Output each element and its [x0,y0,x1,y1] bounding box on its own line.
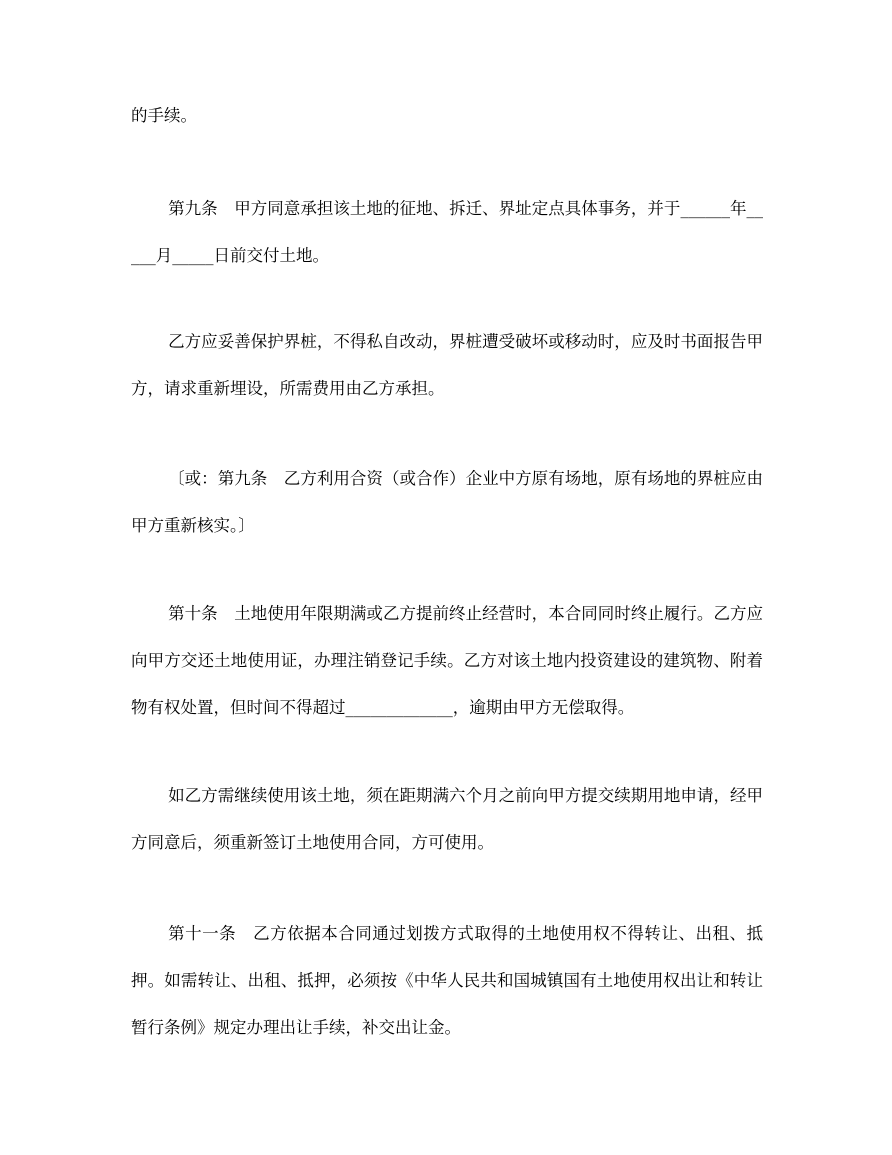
paragraph-boundary-stakes: 乙方应妥善保护界桩，不得私自改动，界桩遭受破坏或移动时，应及时书面报告甲方，请求重新埋设，所需费用由乙方承担。 [131,332,763,398]
paragraph-article-11: 第十一条 乙方依据本合同通过划拨方式取得的土地使用权不得转让、出租、抵押。如需转让、出租、抵押，必须按《中华人民共和国城镇国有土地使用权出让和转让暂行条例》规定办理出让手续，补交出让金。 [131,924,763,1037]
paragraph-article-9: 第九条 甲方同意承担该土地的征地、拆迁、界址定点具体事务，并于______年_____月_____日前交付土地。 [131,199,763,265]
paragraph-article-10: 第十条 土地使用年限期满或乙方提前终止经营时，本合同同时终止履行。乙方应向甲方交还土地使用证，办理注销登记手续。乙方对该土地内投资建设的建筑物、附着物有权处置，但时间不得超过_____________，逾期由甲方无偿取得。 [131,604,763,717]
paragraph-article-9-alternative: 〔或：第九条 乙方利用合资（或合作）企业中方原有场地，原有场地的界桩应由甲方重新核实。〕 [131,469,763,535]
paragraph-continuation: 的手续。 [131,106,197,125]
paragraph-renewal: 如乙方需继续使用该土地，须在距期满六个月之前向甲方提交续期用地申请，经甲方同意后，须重新签订土地使用合同，方可使用。 [131,786,763,852]
